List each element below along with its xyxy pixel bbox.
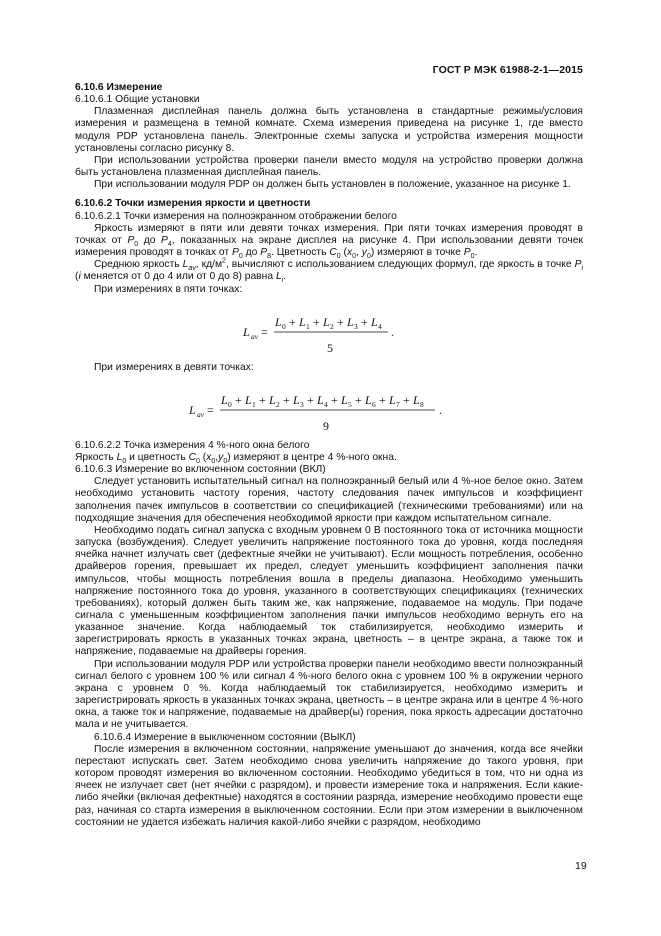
formula-plus: + xyxy=(283,392,290,407)
formula-term-sub: 0 xyxy=(282,321,286,331)
formula-end: . xyxy=(391,324,394,339)
paragraph: Яркость $L_0$ и цветность $C_0$ $(x_0,y_0)$ измеряют в центре 4 %-ного окна. xyxy=(75,451,397,466)
subsection-heading: 6.10.6.2.2 Точка измерения 4 %-ного окна белого xyxy=(75,439,310,451)
subsection-heading: 6.10.6.2.1 Точки измерения на полноэкранном отображении белого xyxy=(75,210,397,222)
formula-nine-points xyxy=(75,374,583,440)
formula-plus: + xyxy=(337,314,344,329)
paragraph: Следует установить испытательный сигнал на полноэкранный белый или 4 %-ное белое окно. Затем необходимо установить частоту горения, частоту следования пачек импульсов и коэффициент заполнения пачек импульсов в соответствии со спецификацией (техническими требованиями) или на подходящие значения для обеспечения необходимой яркости при каждом испытательном сигнале. xyxy=(75,476,583,524)
paragraph: Среднюю яркость $L_{av}$, $кд/м^2$, вычисляют с использованием следующих формул, где яркость в точке $P_i$ (i меняется от 0 до 4 или от 0 до 8) равна $L_i$. xyxy=(75,257,583,285)
formula-term-sub: 4 xyxy=(324,399,328,409)
formula-term-sub: 6 xyxy=(372,399,376,409)
formula-term-sub: 2 xyxy=(276,399,280,409)
page-body xyxy=(75,82,583,829)
section-heading: 6.10.6 Измерение xyxy=(75,82,163,93)
paragraph: При использовании модуля PDP или устройства проверки панели необходимо ввести полноэкранный сигнал белого с уровнем 100 % или сигнал 4 %-ного белого окна с уровнем 100 % в окружении черного экрана с уровнем 0 %. Когда наблюдаемый ток стабилизируется, необходимо измерить и зарегистрировать яркость в указанных точках экрана, цветность – в центре экрана или в центре 4 %-ного окна, а также ток и напряжение, подаваемые на драйвер(ы) горения, пока яркость адресации достаточно мала и не учитывается. xyxy=(75,658,583,731)
formula-term: L xyxy=(293,392,300,407)
formula-numerator xyxy=(274,315,382,331)
formula-term: L xyxy=(371,314,378,329)
paragraph: Плазменная дисплейная панель должна быть установлена в стандартные режимы/условия измерения и размещена в темной комнате. Схема измерения приведена на рисунке 1, где вместо модуля PDP установлена панель. Электронные схемы запуска и устройства измерения мощности установлены согласно рисунку 8. xyxy=(75,106,583,154)
paragraph: При использовании устройства проверки панели вместо модуля на устройство проверки должна быть установлена плазменная дисплейная панель. xyxy=(75,154,583,179)
paragraph: При измерениях в пяти точках: xyxy=(94,283,243,295)
formula-term: L xyxy=(269,392,276,407)
paragraph: Необходимо подать сигнал запуска с входным уровнем 0 В постоянного тока от источника мощности запуска (возбуждения). Следует увеличить напряжение постоянного тока до уровня, когда последняя ячейка начнет излучать свет (дефектные ячейки не учитывают). Если мощность потребления, особенно драйверов горения, превышает их предел, следует уменьшить коэффициент заполнения пачки импульсов, чтобы мощность потребления вошла в пределы диапазона. Необходимо уменьшить напряжение постоянного тока до уровня, указанного в соответствующих спецификациях (технических требованиях), который должен быть таким же, как напряжение, подаваемое на модуль. При подаче сигнала с уменьшенным коэффициентом заполнения пачки импульсов необходимо вернуть его на указанное значение. Когда наблюдаемый ток стабилизируется, необходимо измерить и зарегистрировать яркость в указанных точках экрана, цветность – в центре экрана, а также ток и напряжение, подаваемые на драйверы горения. xyxy=(75,524,583,658)
formula-term-sub: 1 xyxy=(306,321,310,331)
formula-denominator: 9 xyxy=(323,418,329,433)
formula-plus: + xyxy=(379,392,386,407)
formula-term: L xyxy=(323,314,330,329)
formula-term: L xyxy=(413,392,420,407)
formula-end: . xyxy=(439,402,442,417)
formula-lhs: L xyxy=(243,324,250,339)
formula-plus: + xyxy=(313,314,320,329)
formula-plus: + xyxy=(235,392,242,407)
subsection-heading: 6.10.6.1 Общие установки xyxy=(75,94,200,106)
formula-term-sub: 4 xyxy=(378,321,382,331)
formula-term: L xyxy=(245,392,252,407)
formula-term-sub: 3 xyxy=(300,399,304,409)
subsection-heading: 6.10.6.3 Измерение во включенном состоянии (ВКЛ) xyxy=(75,464,326,476)
formula-lhs: L xyxy=(189,402,196,417)
subsection-heading: 6.10.6.4 Измерение в выключенном состоянии (ВЫКЛ) xyxy=(94,731,356,743)
formula-term: L xyxy=(347,314,354,329)
paragraph: Яркость измеряют в пяти или девяти точках измерения. При пяти точках измерения проводят в точках от $P_0$ до $P_4$, показанных на экране дисплея на рисунке 4. При использовании девяти точек измерения проводят в точках от $P_0$ до $P_8$. Цветность $C_0$ ($x_0$, $y_0$) измеряют в точке $P_0$. xyxy=(75,222,583,261)
formula-plus: + xyxy=(403,392,410,407)
formula-plus: + xyxy=(259,392,266,407)
formula-equals: = xyxy=(207,402,214,417)
formula-term: L xyxy=(341,392,348,407)
formula-lhs-sub: av xyxy=(251,331,259,341)
formula-term-sub: 8 xyxy=(420,399,424,409)
formula-plus: + xyxy=(307,392,314,407)
formula-plus: + xyxy=(289,314,296,329)
formula-plus: + xyxy=(355,392,362,407)
formula-term: L xyxy=(299,314,306,329)
paragraph: При измерениях в девяти точках: xyxy=(94,361,254,373)
formula-plus: + xyxy=(331,392,338,407)
formula-term: L xyxy=(221,392,228,407)
formula-plus: + xyxy=(361,314,368,329)
formula-term: L xyxy=(275,314,282,329)
formula-term-sub: 0 xyxy=(228,399,232,409)
formula-term: L xyxy=(389,392,396,407)
formula-term: L xyxy=(365,392,372,407)
formula-numerator xyxy=(220,393,424,409)
formula-term: L xyxy=(317,392,324,407)
formula-term-sub: 1 xyxy=(252,399,256,409)
formula-denominator: 5 xyxy=(327,340,333,355)
section-heading: 6.10.6.2 Точки измерения яркости и цветности xyxy=(75,198,311,210)
page-number: 19 xyxy=(575,860,587,872)
paragraph: После измерения в включенном состоянии, напряжение уменьшают до значения, когда все ячейки перестают испускать свет. Затем необходимо снова увеличить напряжение до такого уровня, при котором проводят измерения во включенном состоянии. Необходимо убедиться в том, что ни одна из ячеек не излучает свет (нет ячейки с разрядом), и провести измерение тока и напряжения. Если какие-либо ячейки (включая дефектные) находятся в состоянии разряда, измерение необходимо провести еще раз, начиная со старта измерения в выключенном состоянии. Если при этом измерении в выключенном состоянии не удается избежать наличия какой-либо ячейки с разрядом, необходимо xyxy=(75,743,583,828)
formula-term-sub: 3 xyxy=(354,321,358,331)
formula-five-points xyxy=(75,296,583,362)
paragraph: При использовании модуля PDP он должен быть установлен в положение, указанное на рисунке 1. xyxy=(94,179,571,191)
document-code: ГОСТ Р МЭК 61988-2-1—2015 xyxy=(432,64,583,76)
formula-lhs-sub: av xyxy=(197,409,205,419)
formula-term-sub: 2 xyxy=(330,321,334,331)
formula-equals: = xyxy=(261,324,268,339)
formula-term-sub: 5 xyxy=(348,399,352,409)
formula-term-sub: 7 xyxy=(396,399,400,409)
